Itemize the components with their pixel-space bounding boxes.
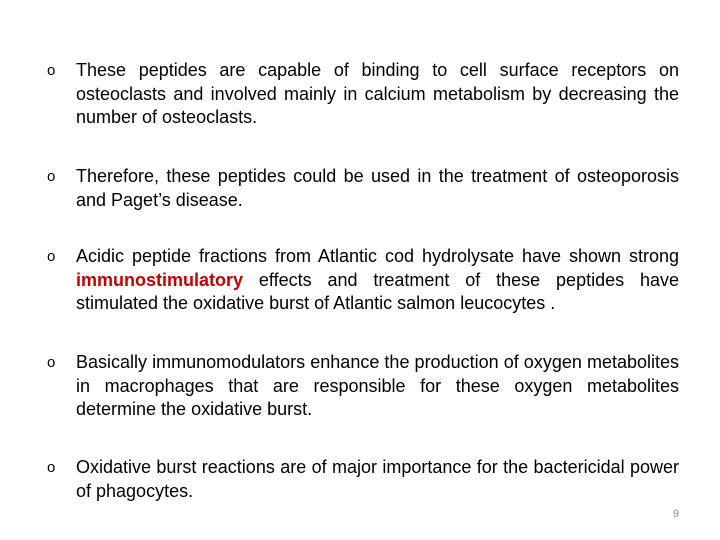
bullet-text — [76, 245, 679, 316]
bullet-text: Oxidative burst reactions are of major importance for the bactericidal power of phagocytes. — [76, 457, 679, 501]
list-item — [47, 165, 679, 212]
bullet-text: Basically immunomodulators enhance the production of oxygen metabolites in macrophages that are responsible for these oxygen metabolites determine the oxidative burst. — [76, 352, 679, 419]
bullet-marker: o — [47, 354, 56, 371]
bullet-text: These peptides are capable of binding to cell surface receptors on osteoclasts and involved mainly in calcium metabolism by decreasing the number of osteoclasts. — [76, 60, 679, 127]
highlighted-term: immunostimulatory — [76, 269, 244, 290]
list-item — [47, 351, 679, 422]
bullet-text: Therefore, these peptides could be used in the treatment of osteoporosis and Paget’s disease. — [76, 166, 679, 210]
list-item — [47, 59, 679, 130]
slide-number: 9 — [672, 508, 679, 520]
list-item — [47, 245, 679, 316]
bullet-text-after: effects and treatment of these peptides have stimulated the oxidative burst of Atlantic salmon leucocytes . — [76, 269, 679, 313]
bullet-marker: o — [47, 62, 56, 79]
bullet-text-before: Acidic peptide fractions from Atlantic cod hydrolysate have shown strong — [76, 246, 679, 266]
bullet-marker: o — [47, 248, 56, 265]
bullet-marker: o — [47, 459, 56, 476]
list-item — [47, 456, 679, 503]
bullet-marker: o — [47, 168, 56, 185]
